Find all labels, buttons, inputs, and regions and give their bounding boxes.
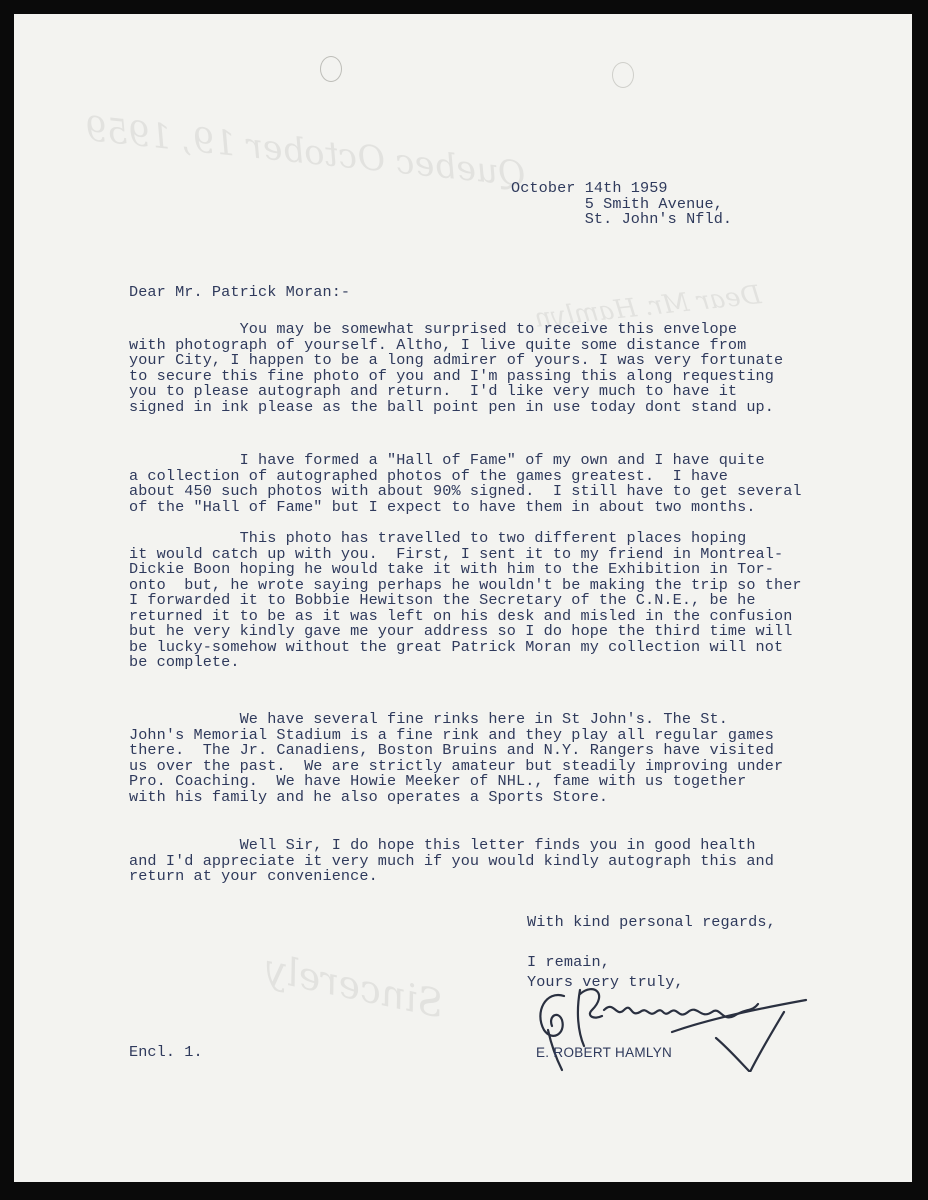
paragraph-2: I have formed a "Hall of Fame" of my own and I have quite a collection of autographed photos of the games greatest. I have about 450 such photos with about 90% signed. I still have to get several of the "Hall of Fame" but I expect to have them in about two months. <box>129 451 802 516</box>
paragraph-3: This photo has travelled to two different places hoping it would catch up with you. First, I sent it to my friend in Montreal- Dickie Boon hoping he would take it with him to the Exhibition in Tor- onto but, he wrote saying perhaps he wouldn't be making the trip so ther I forwarded it to Bobbie Hewitson the Secretary of the C.N.E., be he returned it to be as it was left on his desk and misled in the confusion but he very kindly gave me your address so I do hope the third time will be lucky-somehow without the great Patrick Moran my collection will not be complete. <box>129 529 802 671</box>
bleed-through-salutation: Dear Mr. Hamlyn <box>533 280 763 334</box>
closing-yours: Yours very truly, <box>527 973 684 991</box>
punch-hole-right <box>612 62 634 88</box>
paragraph-5: Well Sir, I do hope this letter finds you in good health and I'd appreciate it very much if you would kindly autograph this and return at your convenience. <box>129 836 774 885</box>
paragraph-4: We have several fine rinks here in St John's. The St. John's Memorial Stadium is a fine rink and they play all regular games there. The Jr. Canadiens, Boston Bruins and N.Y. Rangers have visited us over the past. We are strictly amateur but steadily improving under Pro. Coaching. We have Howie Meeker of NHL., fame with us together with his family and he also operates a Sports Store. <box>129 710 784 806</box>
closing-regards: With kind personal regards, <box>527 913 776 931</box>
letter-header <box>511 181 732 228</box>
bleed-through-closing: Sincerely <box>261 945 448 1027</box>
salutation: Dear Mr. Patrick Moran:- <box>129 283 351 301</box>
letter-date: October 14th 1959 <box>511 179 668 197</box>
paragraph-1: You may be somewhat surprised to receive this envelope with photograph of yourself. Altho, I live quite some distance from your City, I happen to be a long admirer of yours. I was very fortunate to secure this fine photo of you and I'm passing this along requesting you to please autograph and return. I'd like very much to have it signed in ink please as the ball point pen in use today dont stand up. <box>129 320 784 416</box>
typed-signature-name: E. ROBERT HAMLYN <box>536 1045 673 1060</box>
letter-page <box>14 14 912 1182</box>
enclosure-note: Encl. 1. <box>129 1043 203 1061</box>
punch-hole-left <box>320 56 342 82</box>
bleed-through-date: Quebec October 19, 1959 <box>83 108 528 196</box>
address-line-2: St. John's Nfld. <box>584 210 733 228</box>
closing-remain: I remain, <box>527 953 610 971</box>
address-line-1: 5 Smith Avenue, <box>584 194 723 213</box>
